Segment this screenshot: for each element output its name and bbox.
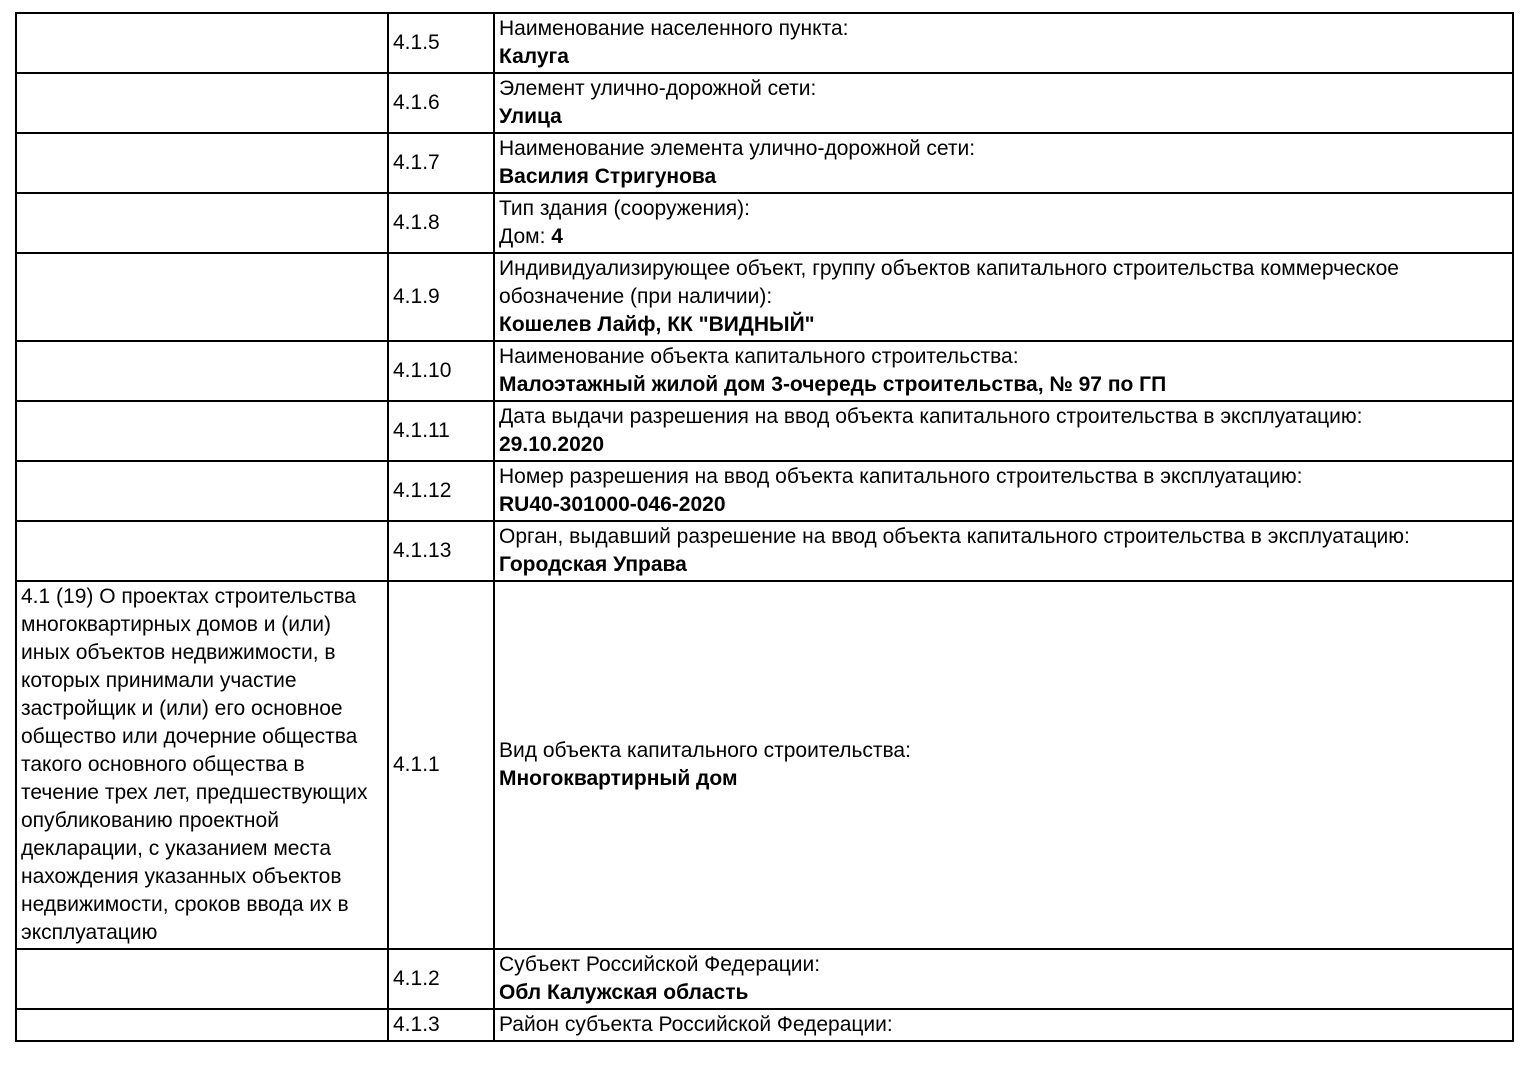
section-cell [16, 73, 388, 133]
section-cell [16, 401, 388, 461]
field-label: Субъект Российской Федерации: [499, 953, 821, 976]
field-value: 4 [551, 225, 563, 248]
table-row [16, 341, 1513, 401]
row-number-cell [388, 1009, 494, 1041]
field-value-line [499, 431, 1508, 459]
field-value: Василия Стригунова [499, 165, 717, 188]
row-content-cell [494, 133, 1513, 193]
row-number: 4.1.7 [393, 151, 440, 174]
table-row [16, 133, 1513, 193]
field-value-line [499, 311, 1508, 339]
section-label: 4.1 (19) О проектах строительства многоквартирных домов и (или) иных объектов недвижимости, в которых принимали участие застройщик и (или) его основное общество или дочерние общества такого основного общества в течение трех лет, предшествующих опубликованию проектной декларации, с указанием места нахождения указанных объектов недвижимости, сроков ввода их в эксплуатацию [21, 585, 368, 944]
field-value-line [499, 551, 1508, 579]
table-row [16, 521, 1513, 581]
field-value-line [499, 491, 1508, 519]
row-content-cell [494, 1009, 1513, 1041]
section-cell [16, 133, 388, 193]
row-number: 4.1.12 [393, 479, 452, 502]
field-label: Район субъекта Российской Федерации: [499, 1013, 893, 1036]
section-cell [16, 13, 388, 73]
row-number-cell [388, 461, 494, 521]
declaration-table [15, 12, 1514, 1042]
field-value: Многоквартирный дом [499, 767, 738, 790]
row-content-cell [494, 73, 1513, 133]
field-value: Улица [499, 105, 562, 128]
field-value-line [499, 103, 1508, 131]
row-number: 4.1.9 [393, 285, 440, 308]
row-number-cell [388, 133, 494, 193]
field-value: Обл Калужская область [499, 981, 749, 1004]
field-label: Номер разрешения на ввод объекта капитального строительства в эксплуатацию: [499, 465, 1303, 488]
row-number-cell [388, 949, 494, 1009]
section-cell [16, 1009, 388, 1041]
row-number-cell [388, 401, 494, 461]
table-row [16, 1009, 1513, 1041]
row-content-cell [494, 461, 1513, 521]
section-cell [16, 461, 388, 521]
table-row [16, 253, 1513, 341]
field-label: Наименование населенного пункта: [499, 17, 849, 40]
field-value: Малоэтажный жилой дом 3-очередь строительства, № 97 по ГП [499, 373, 1167, 396]
section-cell [16, 521, 388, 581]
row-number: 4.1.1 [393, 753, 440, 776]
row-number-cell [388, 73, 494, 133]
row-number-cell [388, 521, 494, 581]
field-label: Орган, выдавший разрешение на ввод объекта капитального строительства в эксплуатацию: [499, 525, 1410, 548]
table-row [16, 13, 1513, 73]
row-content-cell [494, 581, 1513, 949]
field-value: Кошелев Лайф, КК "ВИДНЫЙ" [499, 313, 815, 336]
row-number: 4.1.3 [393, 1013, 440, 1036]
section-cell [16, 341, 388, 401]
row-number-cell [388, 13, 494, 73]
field-value-line [499, 371, 1508, 399]
row-number: 4.1.5 [393, 31, 440, 54]
row-content-cell [494, 253, 1513, 341]
row-number-cell [388, 581, 494, 949]
row-number: 4.1.13 [393, 539, 452, 562]
field-value: 29.10.2020 [499, 433, 605, 456]
row-number: 4.1.8 [393, 211, 440, 234]
table-row [16, 949, 1513, 1009]
section-cell [16, 581, 388, 949]
section-cell [16, 253, 388, 341]
field-label: Индивидуализирующее объект, группу объектов капитального строительства коммерческое обозначение (при наличии): [499, 257, 1399, 308]
row-number: 4.1.11 [393, 419, 450, 442]
section-cell [16, 949, 388, 1009]
table-row [16, 401, 1513, 461]
row-content-cell [494, 949, 1513, 1009]
row-content-cell [494, 401, 1513, 461]
field-value-line [499, 765, 1508, 793]
field-value-line [499, 43, 1508, 71]
section-cell [16, 193, 388, 253]
row-number: 4.1.10 [393, 359, 452, 382]
row-number: 4.1.6 [393, 91, 440, 114]
table-row [16, 581, 1513, 949]
row-number-cell [388, 253, 494, 341]
field-label: Тип здания (сооружения): [499, 197, 750, 220]
row-number: 4.1.2 [393, 967, 440, 990]
field-value: Калуга [499, 45, 569, 68]
row-number-cell [388, 193, 494, 253]
table-row [16, 193, 1513, 253]
field-label: Дата выдачи разрешения на ввод объекта капитального строительства в эксплуатацию: [499, 405, 1363, 428]
row-content-cell [494, 341, 1513, 401]
table-row [16, 461, 1513, 521]
row-content-cell [494, 521, 1513, 581]
field-value-line [499, 163, 1508, 191]
field-label: Наименование элемента улично-дорожной сети: [499, 137, 976, 160]
field-value-line [499, 979, 1508, 1007]
field-value-line [499, 223, 1508, 251]
field-label: Элемент улично-дорожной сети: [499, 77, 817, 100]
field-label: Наименование объекта капитального строительства: [499, 345, 1019, 368]
field-value: Городская Управа [499, 553, 687, 576]
declaration-table-body [16, 13, 1513, 1041]
field-value-prefix: Дом: [499, 225, 552, 248]
table-row [16, 73, 1513, 133]
row-number-cell [388, 341, 494, 401]
field-label: Вид объекта капитального строительства: [499, 739, 911, 762]
field-value: RU40-301000-046-2020 [499, 493, 726, 516]
row-content-cell [494, 13, 1513, 73]
row-content-cell [494, 193, 1513, 253]
